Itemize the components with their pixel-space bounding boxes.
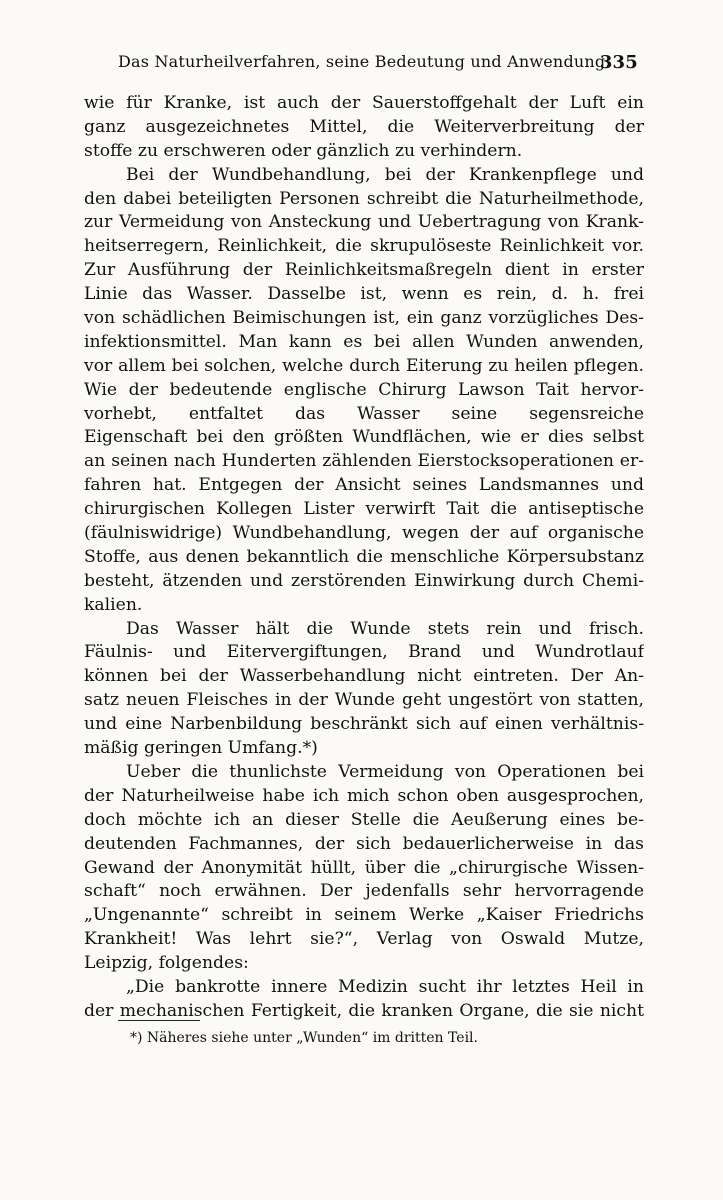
text-line: vor allem bei solchen, welche durch Eiterung zu heilen pflegen. (84, 355, 644, 376)
text-line: an seinen nach Hunderten zählenden Eierstocksoperationen er- (84, 451, 644, 472)
text-line: deutenden Fachmannes, der sich bedauerlicherweise in das (84, 833, 644, 854)
text-line: können bei der Wasserbehandlung nicht eintreten. Der An- (84, 666, 644, 687)
text-line: Das Wasser hält die Wunde stets rein und frisch. (126, 618, 644, 639)
text-line: mäßig geringen Umfang.*) (84, 738, 318, 759)
text-line: besteht, ätzenden und zerstörenden Einwirkung durch Chemi- (84, 570, 644, 591)
text-line: Zur Ausführung der Reinlichkeitsmaßregeln dient in erster (84, 260, 644, 281)
text-line: Bei der Wundbehandlung, bei der Krankenpflege und (126, 164, 644, 185)
text-line: Gewand der Anonymität hüllt, über die „chirurgische Wissen- (84, 857, 644, 878)
text-line: „Ungenannte“ schreibt in seinem Werke „Kaiser Friedrichs (84, 905, 644, 926)
text-line: von schädlichen Beimischungen ist, ein ganz vorzügliches Des- (84, 308, 644, 329)
footnote: *) Näheres siehe unter „Wunden“ im dritten Teil. (130, 1030, 478, 1046)
text-line: Fäulnis- und Eitervergiftungen, Brand und Wundrotlauf (84, 642, 644, 663)
text-line: heitserregern, Reinlichkeit, die skrupulöseste Reinlichkeit vor. (84, 236, 644, 257)
text-line: fahren hat. Entgegen der Ansicht seines Landsmannes und (84, 475, 644, 496)
text-line: doch möchte ich an dieser Stelle die Aeußerung eines be- (84, 809, 644, 830)
text-line: Linie das Wasser. Dasselbe ist, wenn es rein, d. h. frei (84, 284, 644, 305)
footnote-divider (118, 1020, 200, 1021)
text-line: Wie der bedeutende englische Chirurg Lawson Tait hervor- (84, 379, 644, 400)
text-line: Eigenschaft bei den größten Wundflächen, wie er dies selbst (84, 427, 644, 448)
text-line: vorhebt, entfaltet das Wasser seine segensreiche (84, 403, 644, 424)
page-header (118, 52, 638, 82)
text-line: der Naturheilweise habe ich mich schon oben ausgesprochen, (84, 785, 644, 806)
text-line: satz neuen Fleisches in der Wunde geht ungestört von statten, (84, 690, 644, 711)
running-title: Das Naturheilverfahren, seine Bedeutung und Anwendung. (118, 52, 611, 71)
text-line: infektionsmittel. Man kann es bei allen Wunden anwenden, (84, 331, 644, 352)
text-line: (fäulniswidrige) Wundbehandlung, wegen der auf organische (84, 523, 644, 544)
text-line: kalien. (84, 594, 143, 615)
body-text (84, 92, 644, 1024)
text-line: Leipzig, folgendes: (84, 953, 249, 974)
text-line: schaft“ noch erwähnen. Der jedenfalls sehr hervorragende (84, 881, 644, 902)
text-line: Ueber die thunlichste Vermeidung von Operationen bei (126, 761, 644, 782)
text-line: chirurgischen Kollegen Lister verwirft Tait die antiseptische (84, 499, 644, 520)
text-line: ganz ausgezeichnetes Mittel, die Weiterverbreitung der (84, 116, 644, 137)
text-line: Krankheit! Was lehrt sie?“, Verlag von Oswald Mutze, (84, 929, 644, 950)
text-line: und eine Narbenbildung beschränkt sich auf einen verhältnis- (84, 714, 644, 735)
page-number: 335 (599, 52, 638, 73)
text-line: zur Vermeidung von Ansteckung und Uebertragung von Krank- (84, 212, 644, 233)
text-line: „Die bankrotte innere Medizin sucht ihr letztes Heil in (126, 976, 644, 997)
text-line: Stoffe, aus denen bekanntlich die menschliche Körpersubstanz (84, 546, 644, 567)
text-line: wie für Kranke, ist auch der Sauerstoffgehalt der Luft ein (84, 93, 644, 113)
text-line: stoffe zu erschweren oder gänzlich zu verhindern. (84, 140, 523, 161)
text-line: der mechanischen Fertigkeit, die kranken Organe, die sie nicht (84, 1000, 644, 1021)
text-line: den dabei beteiligten Personen schreibt die Naturheilmethode, (84, 188, 644, 209)
